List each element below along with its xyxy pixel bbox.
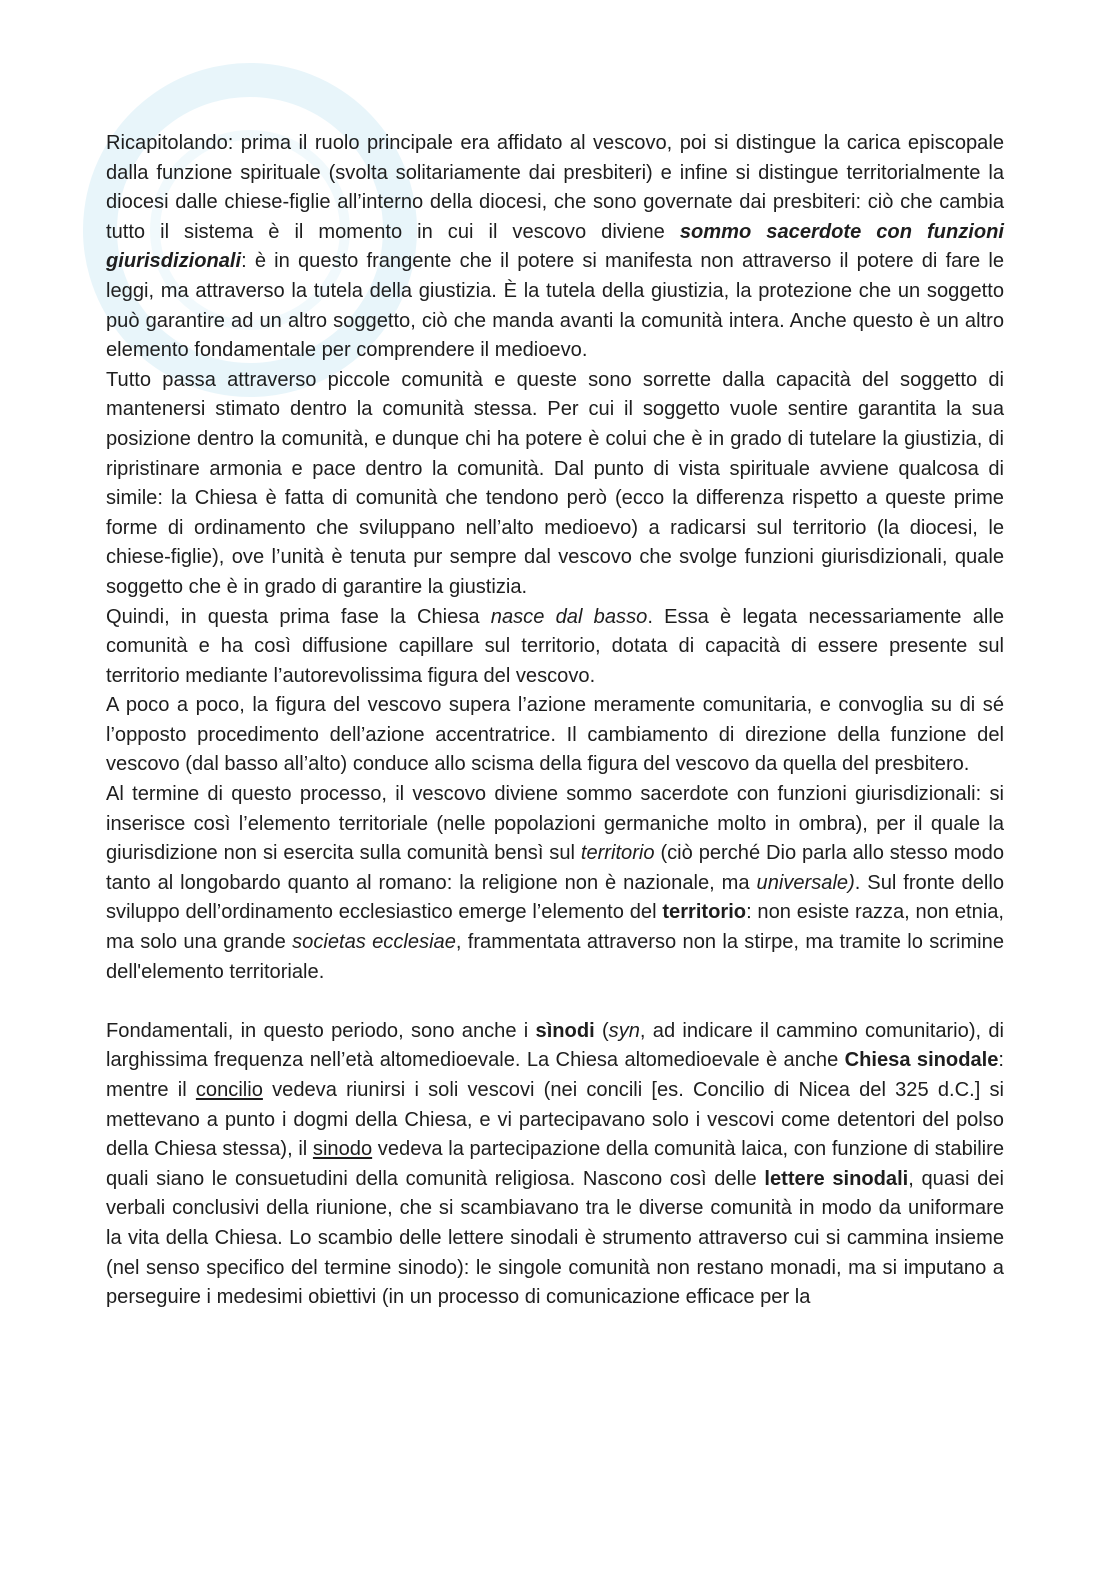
emphasis-italic: universale) xyxy=(756,871,855,894)
text-span: : mentre il xyxy=(106,1049,1005,1101)
paragraph-ricapitolando xyxy=(106,129,1004,366)
emphasis-italic: societas ecclesiae xyxy=(292,931,456,954)
paragraph-a-poco-a-poco: A poco a poco, la figura del vescovo supera l’azione meramente comunitaria, e convoglia su di sé l’opposto procedimento dell’azione accentratrice. Il cambiamento di direzione della funzione del vescovo (dal basso all’alto) conduce allo scisma della figura del vescovo da quella del presbitero. xyxy=(106,694,1004,776)
text-span: Quindi, in questa prima fase la Chiesa xyxy=(106,605,491,628)
paragraph-comunita: Tutto passa attraverso piccole comunità e queste sono sorrette dalla capacità del soggetto di mantenersi stimato dentro la comunità stessa. Per cui il soggetto vuole sentire garantita la sua posizione dentro la comunità, e dunque chi ha potere è colui che è in grado di tutelare la giustizia, di ripristinare armonia e pace dentro la comunità. Dal punto di vista spirituale avviene qualcosa di simile: la Chiesa è fatta di comunità che tendono però (ecco la differenza rispetto a queste prime forme di ordinamento che sviluppano nell’alto medioevo) a radicarsi sul territorio (la diocesi, le chiese-figlie), ove l’unità è tenuta pur sempre dal vescovo che svolge funzioni giurisdizionali, quale soggetto che è in grado di garantire la giustizia. xyxy=(106,368,1004,598)
emphasis-bold: territorio xyxy=(662,901,747,924)
emphasis-italic: syn xyxy=(608,1019,640,1042)
text-span: Al termine di questo processo, il vescovo diviene sommo sacerdote con funzioni giurisdizionali: si inserisce così l’elemento territoriale (nelle popolazioni germaniche molto in ombra), per il quale la giurisdizione non si esercita sulla comunità bensì sul xyxy=(106,783,1004,865)
text-span: . Sul fronte dello sviluppo dell’ordinamento ecclesiastico emerge l’elemento del xyxy=(106,871,1005,924)
text-span: : non esiste razza, non etnia, ma solo una grande xyxy=(106,901,1004,954)
document-page xyxy=(106,129,1004,1313)
paragraph-nasce-dal-basso xyxy=(106,603,1004,692)
text-span: . Essa è legata necessariamente alle comunità e ha così diffusione capillare sul territorio, dotata di capacità di essere presente sul territorio mediante l’autorevolissima figura del vescovo. xyxy=(106,605,1005,687)
emphasis-bold: sìnodi xyxy=(535,1019,595,1042)
underlined-term: sinodo xyxy=(312,1138,373,1161)
text-span: vedeva la partecipazione della comunità laica, con funzione di stabilire quali siano le consuetudini della comunità religiosa. Nascono così delle xyxy=(106,1138,1004,1190)
paragraph-territorio xyxy=(106,780,1004,987)
text-span: , quasi dei verbali conclusivi della riunione, che si scambiavano tra le diverse comunità in modo da uniformare la vita della Chiesa. Lo scambio delle lettere sinodali è strumento attraverso cui si cammina insieme (nel senso specifico del termine sinodo): le singole comunità non restano monadi, ma si imputano a perseguire i medesimi obiettivi (in un processo di comunicazione efficace per la xyxy=(106,1167,1004,1309)
text-span: (ciò perché Dio parla allo stesso modo tanto al longobardo quanto al romano: la religione non è nazionale, ma xyxy=(106,842,1005,894)
text-span: Ricapitolando: prima il ruolo principale era affidato al vescovo, poi si distingue la carica episcopale dalla funzione spirituale (svolta solitariamente dai presbiteri) e infine si distingue territorialmente la diocesi dalle chiese-figlie all’interno della diocesi, che sono governate dai presbiteri: ciò che cambia tutto il sistema è il momento in cui il vescovo diviene xyxy=(106,132,1004,243)
text-span: , ad indicare il cammino comunitario), di larghissima frequenza nell’età altomedioevale. La Chiesa altomedioevale è anche xyxy=(106,1019,1004,1072)
text-span: ( xyxy=(594,1019,609,1042)
emphasis-bold: Chiesa sinodale xyxy=(844,1049,999,1072)
text-span: : è in questo frangente che il potere si manifesta non attraverso il potere di fare le leggi, ma attraverso la tutela della giustizia. È la tutela della giustizia, la protezione che un soggetto può garantire ad un altro soggetto, ciò che manda avanti la comunità intera. Anche questo è un altro elemento fondamentale per comprendere il medioevo. xyxy=(106,250,1004,362)
paragraph-sinodi xyxy=(106,1017,1004,1313)
text-span: , frammentata attraverso non la stirpe, ma tramite lo scrimine dell'elemento territoriale. xyxy=(106,931,1004,983)
emphasis-bold-italic: sommo sacerdote con funzioni giurisdizionali xyxy=(106,220,1004,273)
emphasis-italic: territorio xyxy=(580,842,655,865)
underlined-term: concilio xyxy=(195,1079,263,1101)
emphasis-italic: nasce dal basso xyxy=(490,605,648,628)
text-span: vedeva riunirsi i soli vescovi (nei concili [es. Concilio di Nicea del 325 d.C.] si mettevano a punto i dogmi della Chiesa, e vi partecipavano solo i vescovi come detentori del polso della Chiesa stessa), il xyxy=(106,1079,1004,1161)
emphasis-bold: lettere sinodali xyxy=(764,1167,909,1190)
text-span: Fondamentali, in questo periodo, sono anche i xyxy=(106,1019,536,1042)
